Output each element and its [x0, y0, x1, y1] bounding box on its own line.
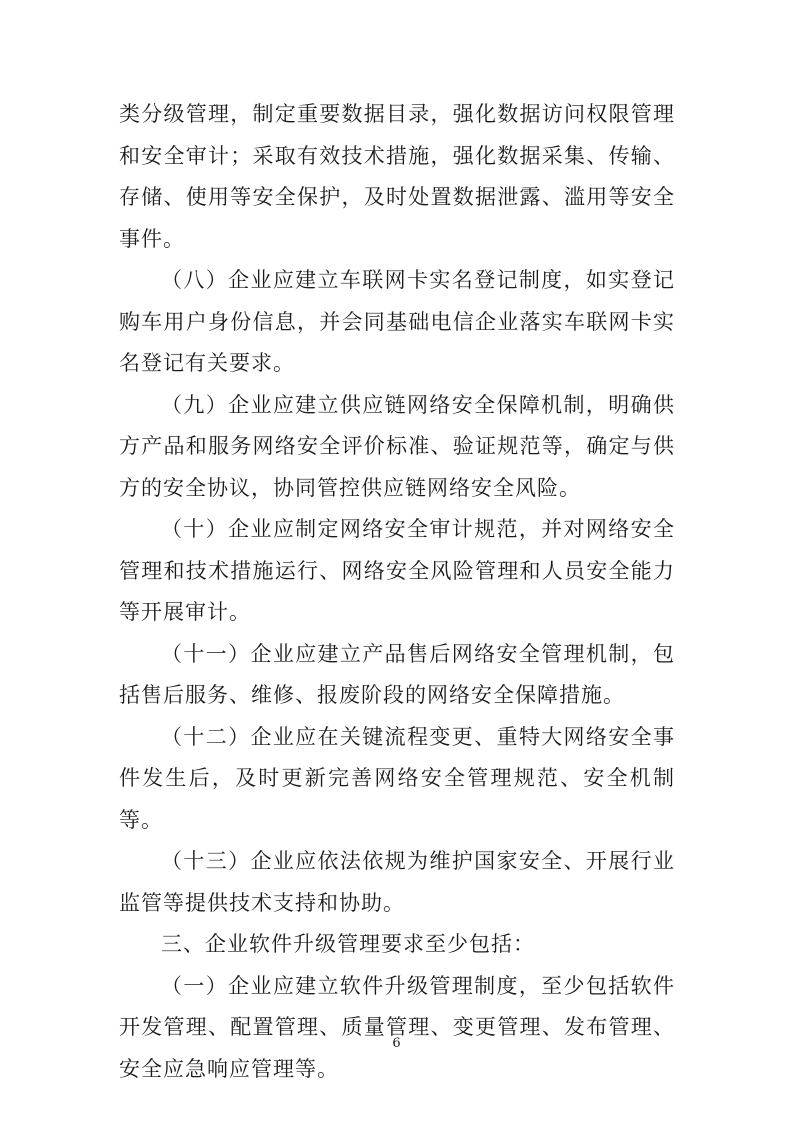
paragraph-item-9: （九）企业应建立供应链网络安全保障机制，明确供方产品和服务网络安全评价标准、验证规范等，确定与供方的安全协议，协同管控供应链网络安全风险。: [119, 392, 675, 500]
page-number: 6: [392, 1036, 401, 1051]
paragraph-continuation: 类分级管理，制定重要数据目录，强化数据访问权限管理和安全审计；采取有效技术措施，强化数据采集、传输、存储、使用等安全保护，及时处置数据泄露、滥用等安全事件。: [119, 102, 675, 251]
body-text: [119, 94, 675, 1090]
paragraph-item-10: （十）企业应制定网络安全审计规范，并对网络安全管理和技术措施运行、网络安全风险管理和人员安全能力等开展审计。: [119, 517, 675, 624]
paragraph-item-8: （八）企业应建立车联网卡实名登记制度，如实登记购车用户身份信息，并会同基础电信企业落实车联网卡实名登记有关要求。: [119, 268, 675, 375]
paragraph-item-11: （十一）企业应建立产品售后网络安全管理机制，包括售后服务、维修、报废阶段的网络安全保障措施。: [119, 641, 675, 707]
paragraph-item-12: （十二）企业应在关键流程变更、重特大网络安全事件发生后，及时更新完善网络安全管理规范、安全机制等。: [119, 724, 675, 832]
paragraph-item-1: （一）企业应建立软件升级管理制度，至少包括软件开发管理、配置管理、质量管理、变更管理、发布管理、安全应急响应管理等。: [119, 973, 675, 1081]
section-heading-3: 三、企业软件升级管理要求至少包括：: [161, 932, 535, 956]
paragraph-item-13: （十三）企业应依法依规为维护国家安全、开展行业监管等提供技术支持和协助。: [119, 849, 675, 915]
